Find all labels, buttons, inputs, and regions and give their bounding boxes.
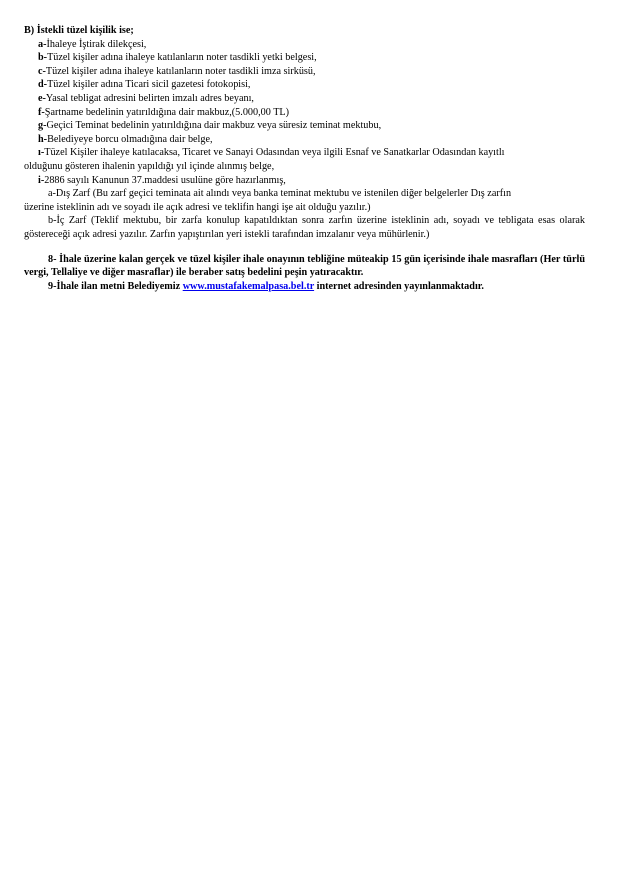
item-letter: ı- — [38, 147, 45, 159]
item-letter: d- — [38, 79, 48, 91]
list-item — [24, 65, 585, 79]
list-item — [24, 119, 585, 133]
item-text: Geçici Teminat bedelinin yatırıldığına dair makbuz veya süresiz teminat mektubu, — [46, 120, 382, 132]
item-text: Yasal tebligat adresini belirten imzalı adres beyanı, — [45, 92, 254, 104]
item-letter: h- — [38, 133, 48, 145]
article-9-paragraph — [24, 280, 585, 294]
document-body — [24, 24, 585, 293]
inner-envelope-paragraph: b-İç Zarf (Teklif mektubu, bir zarfa konulup kapatıldıktan sonra zarfın üzerine isteklinin adı, soyadı ve tebligata esas olarak göstereceği açık adresi yazılır. Zarfın yapıştırılan yeri istekli tarafından imzalanır veya mühürlenir.) — [24, 215, 585, 240]
list-item — [24, 106, 585, 120]
item-text: Tüzel kişiler adına ihaleye katılanların noter tasdikli yetki belgesi, — [47, 52, 317, 64]
item-letter: e- — [38, 92, 46, 104]
article-9-prefix: 9-İhale ilan metni Belediyemiz — [48, 280, 183, 292]
item-letter: f- — [38, 106, 45, 118]
item-text: Şartname bedelinin yatırıldığına dair makbuz,(5.000,00 TL) — [44, 106, 290, 118]
list-item — [24, 92, 585, 106]
item-text: Belediyeye borcu olmadığına dair belge, — [47, 133, 213, 145]
item-letter: a- — [38, 38, 47, 50]
list-item — [24, 38, 585, 52]
item-text: Tüzel kişiler adına Ticari sicil gazetesi fotokopisi, — [47, 79, 251, 91]
item-text: İhaleye İştirak dilekçesi, — [46, 38, 147, 50]
item-letter: i- — [38, 174, 45, 186]
item-text: Tüzel kişiler adına ihaleye katılanların noter tasdikli imza sirküsü, — [45, 65, 316, 77]
list-item — [24, 174, 585, 188]
outer-envelope-line-2: üzerine isteklinin adı ve soyadı ile açık adresi ve teklifin hangi işe ait olduğu yazılır.) — [24, 201, 371, 213]
item-text: 2886 sayılı Kanunun 37.maddesi usulüne göre hazırlanmış, — [44, 174, 286, 186]
article-9-suffix: internet adresinden yayınlanmaktadır. — [314, 280, 484, 292]
spacer — [24, 242, 585, 253]
list-item — [24, 146, 585, 160]
item-letter: b- — [38, 52, 48, 64]
list-item — [24, 78, 585, 92]
item-continuation: olduğunu gösteren ihalenin yapıldığı yıl içinde alınmış belge, — [24, 160, 275, 172]
item-letter: g- — [38, 120, 47, 132]
item-letter: c- — [38, 65, 46, 77]
website-link[interactable]: www.mustafakemalpasa.bel.tr — [182, 280, 315, 292]
item-text: Tüzel Kişiler ihaleye katılacaksa, Ticaret ve Sanayi Odasından veya ilgili Esnaf ve Sanatkarlar Odasından kayıtlı — [44, 147, 505, 159]
list-item — [24, 51, 585, 65]
section-b-heading: B) İstekli tüzel kişilik ise; — [24, 25, 134, 36]
list-item — [24, 133, 585, 147]
article-8-paragraph: 8- İhale üzerine kalan gerçek ve tüzel kişiler ihale onayının tebliğine müteakip 15 gün içerisinde ihale masrafları (Her türlü vergi, Tellaliye ve diğer masraflar) ile beraber satış bedelini peşin yatıracaktır. — [24, 253, 585, 279]
outer-envelope-line-1: a-Dış Zarf (Bu zarf geçici teminata ait alındı veya banka teminat mektubu ve istenilen diğer belgelerler Dış zarfın — [48, 188, 512, 200]
